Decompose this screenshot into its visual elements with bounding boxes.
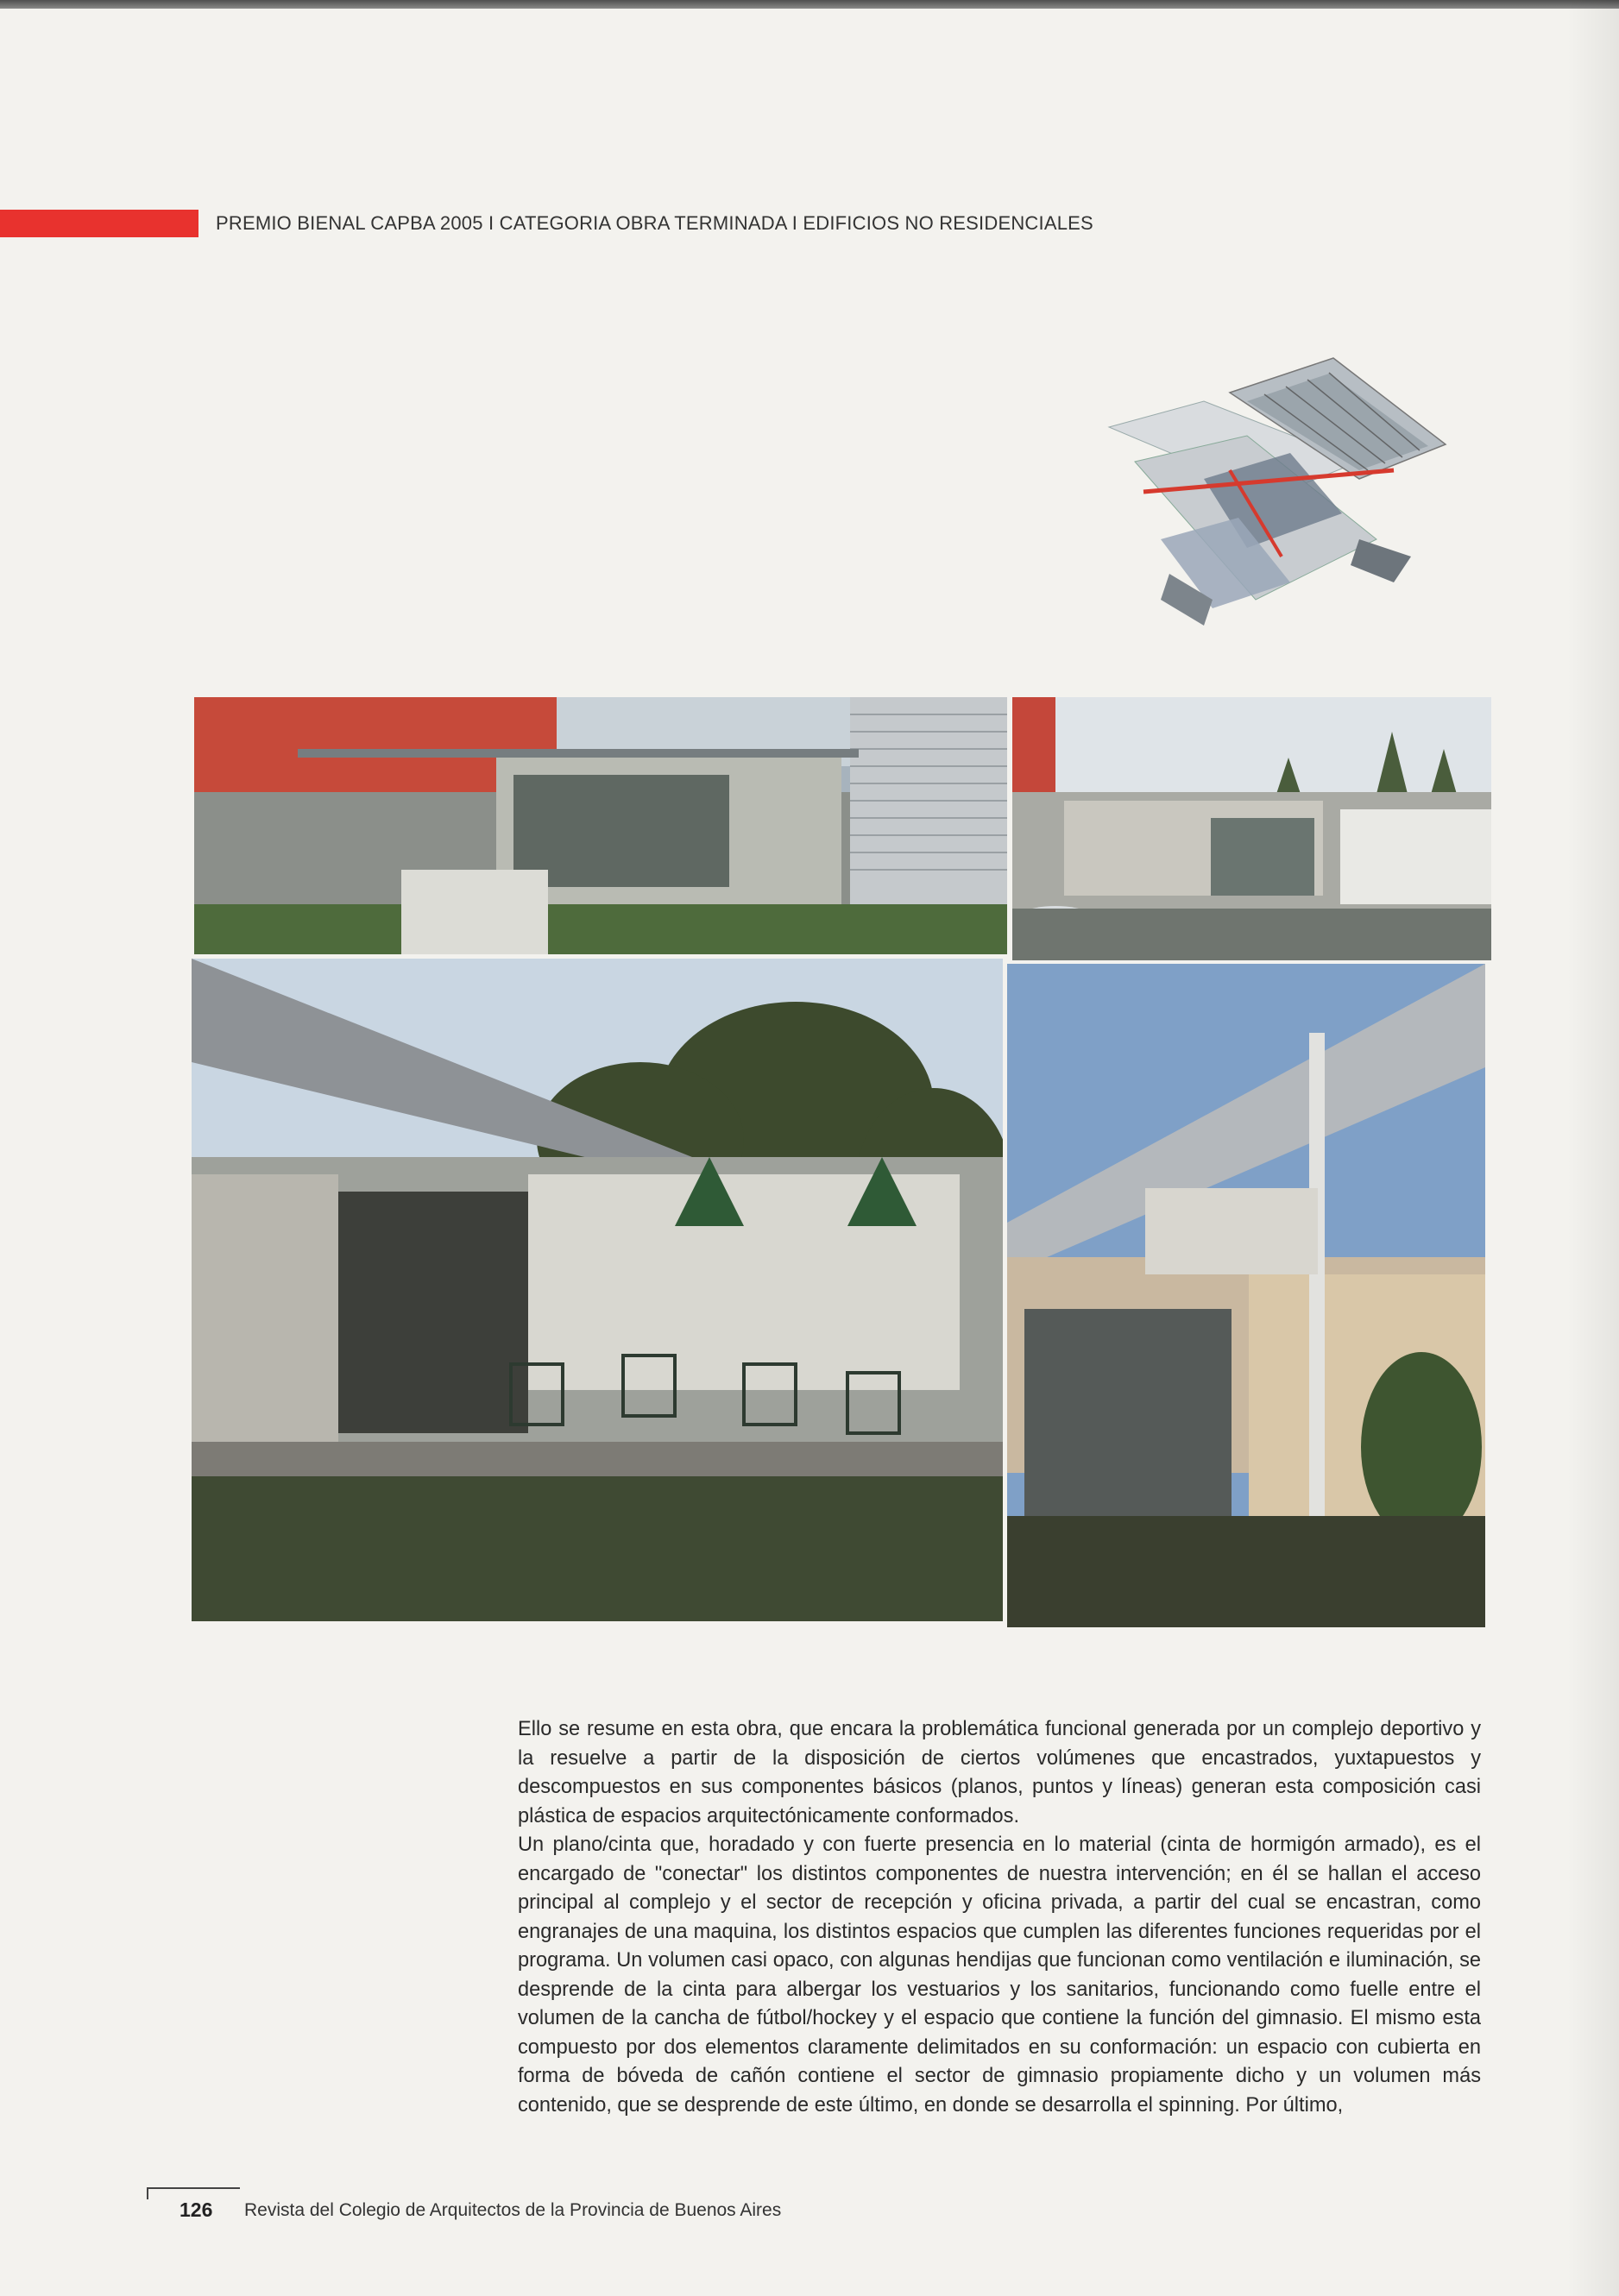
building-axonometric-render [1100,341,1463,651]
section-accent-bar [0,210,198,237]
top-rule [0,0,1619,9]
gym-facade-photo [1007,964,1485,1627]
section-title: PREMIO BIENAL CAPBA 2005 I CATEGORIA OBRA TERMINADA I EDIFICIOS NO RESIDENCIALES [216,212,1093,234]
patio-terrace-photo [192,959,1003,1621]
publication-name: Revista del Colegio de Arquitectos de la Provincia de Buenos Aires [244,2200,782,2220]
body-paragraph: Un plano/cinta que, horadado y con fuerte presencia en lo material (cinta de hormigón armado), es el encargado de "conectar" los distintos componentes de nuestra intervención; en él se hallan el acceso principal al complejo y el sector de recepción y oficina privada, a partir del cual se encastran, como engranajes de una maquina, los distintos espacios que cumplen las diferentes funciones requeridas por el programa. Un volumen casi opaco, con algunas hendijas que funcionan como ventilación e iluminación, se desprende de la cinta para albergar los vestuarios y los sanitarios, funcionando como fuelle entre el volumen de la cancha de fútbol/hockey y el espacio que contiene la función del gimnasio. El mismo esta compuesto por dos elementos claramente delimitados en su conformación: un espacio con cubierta en forma de bóveda de cañón contiene el sector de gimnasio propiamente dicho y un volumen más contenido, que se desprende de este último, en donde se desarrolla el spinning. Por último, [518,1834,1481,2117]
footer-rule [147,2187,240,2189]
footer-tick [147,2187,148,2199]
body-paragraph: Ello se resume en esta obra, que encara la problemática funcional generada por un complejo deportivo y la resuelve a partir de la disposición de ciertos volúmenes que encastrados, yuxtapuestos y descompuestos en sus componentes básicos (planos, puntos y líneas) generan esta composición casi plástica de espacios arquitectónicamente conformados. [518,1718,1481,1827]
page-number: 126 [180,2198,213,2221]
page-gutter-shade [1567,0,1619,2296]
street-view-photo [1012,697,1491,960]
building-exterior-photo [194,697,1007,954]
article-body [518,1715,1481,2120]
